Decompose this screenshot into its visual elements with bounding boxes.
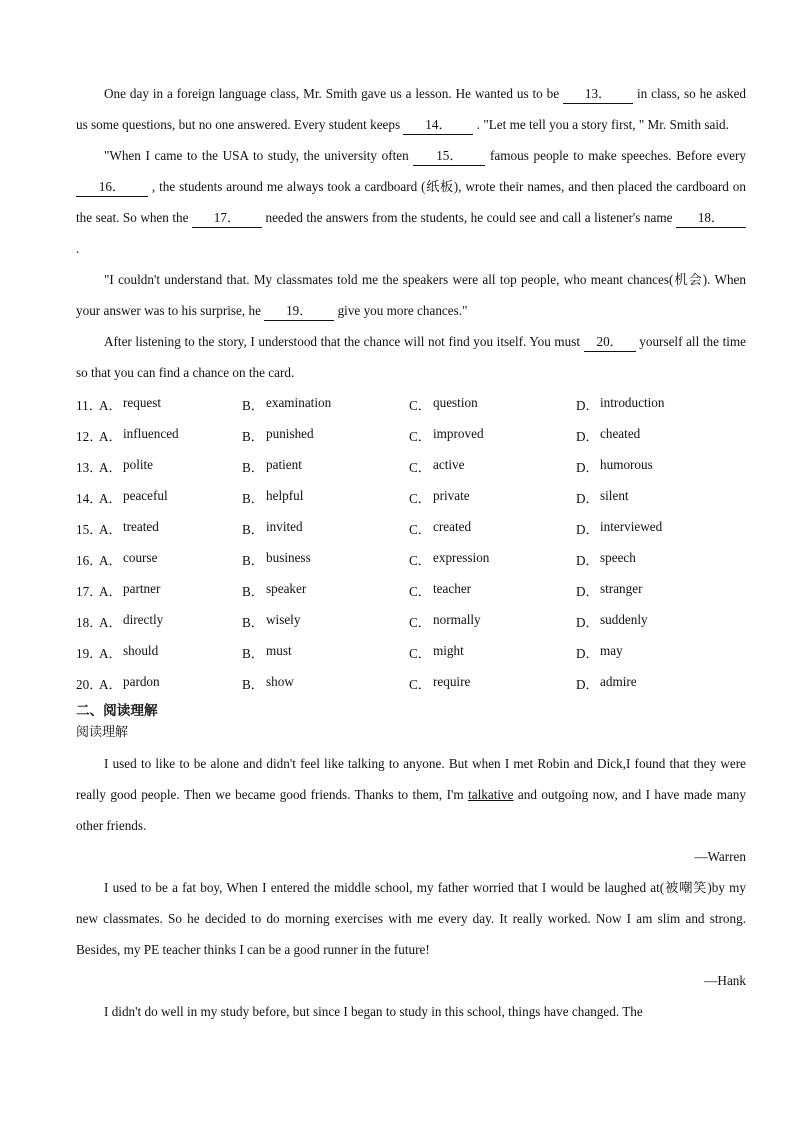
blank-16: 16． [76, 178, 148, 197]
option-letter: B． [242, 584, 264, 599]
option-row [76, 637, 746, 668]
option-text: pardon [123, 674, 160, 689]
option-letter: C． [409, 553, 431, 568]
question-number: 20． [76, 677, 103, 692]
option-text: invited [266, 519, 303, 534]
option-letter: D． [576, 460, 599, 475]
option-letter: B． [242, 491, 264, 506]
option-c [409, 488, 576, 507]
option-a [76, 488, 242, 507]
blank-17: 17． [192, 209, 262, 228]
option-text: helpful [266, 488, 304, 503]
blank-19: 19． [264, 302, 334, 321]
option-letter: B． [242, 615, 264, 630]
reading-paragraph-3 [76, 996, 746, 1027]
option-letter: D． [576, 491, 599, 506]
option-text: active [433, 457, 465, 472]
passage-paragraph-4 [76, 326, 746, 388]
text: "When I came to the USA to study, the university often [104, 148, 414, 163]
option-letter: C． [409, 646, 431, 661]
option-d [576, 581, 746, 600]
option-text: normally [433, 612, 481, 627]
option-text: course [123, 550, 158, 565]
option-letter: D． [576, 646, 599, 661]
option-text: examination [266, 395, 332, 410]
option-a [76, 550, 242, 569]
option-d [576, 457, 746, 476]
option-a [76, 581, 242, 600]
option-b [242, 457, 409, 476]
option-b [242, 643, 409, 662]
question-number: 12． [76, 429, 103, 444]
option-letter: D． [576, 615, 599, 630]
option-letter: C． [409, 491, 431, 506]
option-letter: C． [409, 398, 431, 413]
option-c [409, 519, 576, 538]
question-number: 17． [76, 584, 103, 599]
option-text: treated [123, 519, 159, 534]
option-text: peaceful [123, 488, 168, 503]
option-d [576, 550, 746, 569]
option-row [76, 606, 746, 637]
option-c [409, 550, 576, 569]
text: give you more chances." [334, 303, 468, 318]
option-letter: C． [409, 460, 431, 475]
option-a [76, 395, 242, 414]
option-a [76, 519, 242, 538]
option-b [242, 612, 409, 631]
text: and outgoing now, and I have made many other friends. [76, 787, 746, 833]
option-b [242, 519, 409, 538]
passage-paragraph-2 [76, 140, 746, 264]
passage-paragraph-1 [76, 78, 746, 140]
option-letter: B． [242, 646, 264, 661]
question-number: 11． [76, 398, 102, 413]
question-number: 16． [76, 553, 103, 568]
option-row [76, 389, 746, 420]
option-letter: D． [576, 398, 599, 413]
option-text: speech [600, 550, 636, 565]
option-text: speaker [266, 581, 307, 596]
option-b [242, 581, 409, 600]
option-letter: A． [99, 584, 122, 599]
question-number: 19． [76, 646, 103, 661]
option-text: admire [600, 674, 637, 689]
question-number: 15． [76, 522, 103, 537]
option-letter: B． [242, 553, 264, 568]
option-letter: D． [576, 429, 599, 444]
option-text: interviewed [600, 519, 663, 534]
option-letter: B． [242, 460, 264, 475]
option-c [409, 643, 576, 662]
text: I didn't do well in my study before, but since I began to study in this school, things have changed. The [104, 1004, 643, 1019]
text: One day in a foreign language class, Mr. Smith gave us a lesson. He wanted us to be [104, 86, 564, 101]
option-text: should [123, 643, 159, 658]
option-letter: D． [576, 522, 599, 537]
option-letter: D． [576, 553, 599, 568]
option-c [409, 674, 576, 693]
blank-18: 18． [676, 209, 746, 228]
option-row [76, 420, 746, 451]
text: . [76, 241, 80, 256]
option-letter: A． [99, 646, 122, 661]
text: After listening to the story, I understood that the chance will not find you itself. You must [104, 334, 584, 349]
option-text: punished [266, 426, 314, 441]
option-letter: A． [99, 491, 122, 506]
option-b [242, 674, 409, 693]
option-d [576, 519, 746, 538]
option-letter: B． [242, 398, 264, 413]
option-d [576, 426, 746, 445]
blank-13: 13． [563, 85, 633, 104]
document-page [76, 78, 746, 1027]
option-row [76, 482, 746, 513]
option-d [576, 488, 746, 507]
option-text: expression [433, 550, 490, 565]
option-a [76, 426, 242, 445]
option-text: improved [433, 426, 484, 441]
option-b [242, 395, 409, 414]
option-text: stranger [600, 581, 643, 596]
option-text: might [433, 643, 464, 658]
options-list [76, 389, 746, 699]
option-c [409, 612, 576, 631]
option-row [76, 575, 746, 606]
option-a [76, 674, 242, 693]
option-text: show [266, 674, 294, 689]
section-subtitle: 阅读理解 [76, 725, 129, 740]
option-letter: A． [99, 398, 122, 413]
blank-14: 14． [403, 116, 473, 135]
option-letter: A． [99, 429, 122, 444]
question-number: 18． [76, 615, 103, 630]
option-c [409, 395, 576, 414]
option-text: private [433, 488, 470, 503]
blank-20: 20． [584, 333, 636, 352]
option-letter: B． [242, 677, 264, 692]
option-b [242, 426, 409, 445]
option-c [409, 457, 576, 476]
option-text: created [433, 519, 472, 534]
option-d [576, 612, 746, 631]
option-b [242, 550, 409, 569]
option-text: require [433, 674, 471, 689]
option-text: silent [600, 488, 629, 503]
blank-15: 15． [413, 147, 485, 166]
option-text: introduction [600, 395, 665, 410]
option-letter: D． [576, 584, 599, 599]
underlined-word: talkative [468, 787, 514, 802]
option-letter: B． [242, 429, 264, 444]
option-a [76, 643, 242, 662]
option-row [76, 544, 746, 575]
option-text: request [123, 395, 162, 410]
section-title: 二、阅读理解 [76, 703, 158, 719]
option-letter: A． [99, 522, 122, 537]
option-text: humorous [600, 457, 653, 472]
option-row [76, 668, 746, 699]
text: needed the answers from the students, he could see and call a listener's name [261, 210, 676, 225]
text: "I couldn't understand that. My classmates told me the speakers were all top people, who meant chances(机会). When your answer was to his surprise, he [76, 272, 746, 318]
option-b [242, 488, 409, 507]
option-a [76, 457, 242, 476]
text: I used to like to be alone and didn't feel like talking to anyone. But when I met Robin and Dick,I found that they were really good people. Then we became good friends. Thanks to them, I'm [76, 756, 746, 802]
option-text: teacher [433, 581, 472, 596]
option-d [576, 643, 746, 662]
signature-hank: —Hank [704, 973, 746, 988]
text: in class, so he asked us some questions, but no one answered. Every student keeps [76, 86, 747, 132]
option-letter: B． [242, 522, 264, 537]
option-d [576, 674, 746, 693]
option-letter: C． [409, 615, 431, 630]
option-text: suddenly [600, 612, 648, 627]
question-number: 13． [76, 460, 103, 475]
text: , the students around me always took a cardboard (纸板), wrote their names, and then placed the cardboard on the seat. So when the [76, 179, 746, 225]
option-letter: A． [99, 677, 122, 692]
option-letter: C． [409, 584, 431, 599]
option-text: cheated [600, 426, 641, 441]
option-row [76, 513, 746, 544]
text: yourself all the time so that you can find a chance on the card. [76, 334, 747, 380]
option-letter: A． [99, 553, 122, 568]
text: . "Let me tell you a story first, " Mr. Smith said. [473, 117, 729, 132]
option-text: directly [123, 612, 164, 627]
option-text: may [600, 643, 623, 658]
option-letter: D． [576, 677, 599, 692]
option-text: business [266, 550, 311, 565]
option-text: influenced [123, 426, 179, 441]
text: I used to be a fat boy, When I entered the middle school, my father worried that I would be laughed at(被嘲笑)by my new classmates. So he decided to do morning exercises with me every day. It really worked. Now I am slim and strong. Besides, my PE teacher thinks I can be a good runner in the future! [76, 880, 746, 957]
option-letter: C． [409, 429, 431, 444]
reading-paragraph-warren [76, 748, 746, 841]
option-c [409, 426, 576, 445]
option-text: partner [123, 581, 161, 596]
signature-warren: —Warren [694, 849, 746, 864]
option-d [576, 395, 746, 414]
option-letter: C． [409, 522, 431, 537]
option-c [409, 581, 576, 600]
option-row [76, 451, 746, 482]
question-number: 14． [76, 491, 103, 506]
passage-paragraph-3 [76, 264, 746, 326]
option-letter: C． [409, 677, 431, 692]
option-a [76, 612, 242, 631]
option-text: patient [266, 457, 302, 472]
text: famous people to make speeches. Before every [485, 148, 746, 163]
reading-paragraph-hank [76, 872, 746, 965]
option-text: polite [123, 457, 154, 472]
option-text: wisely [266, 612, 301, 627]
option-letter: A． [99, 615, 122, 630]
option-text: must [266, 643, 292, 658]
option-letter: A． [99, 460, 122, 475]
option-text: question [433, 395, 478, 410]
